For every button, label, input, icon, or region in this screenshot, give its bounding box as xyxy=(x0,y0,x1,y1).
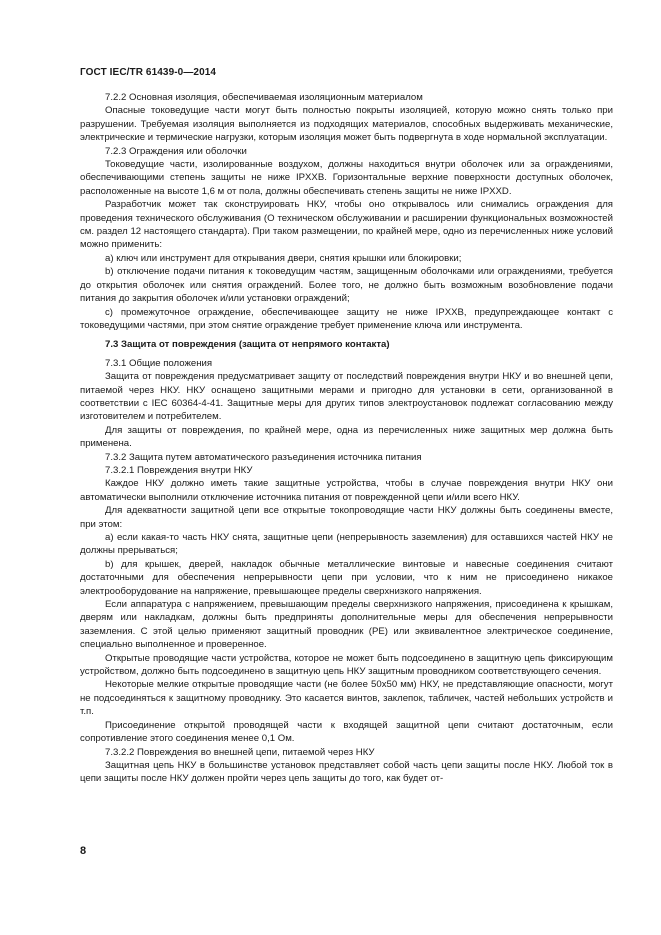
clause-heading-7-2-3: 7.2.3 Ограждения или оболочки xyxy=(105,145,247,157)
paragraph: Открытые проводящие части устройства, которое не может быть подсоединено в защитную цепь фиксирующим устройством, должно быть подсоединено в защитную цепь НКУ защитным проводником соответствующего сечения. xyxy=(80,652,613,678)
document-header: ГОСТ IEC/TR 61439-0—2014 xyxy=(80,67,217,78)
paragraph: Некоторые мелкие открытые проводящие части (не более 50x50 мм) НКУ, не представляющие опасности, могут не подсоединяться к защитному проводнику. Это касается винтов, заклепок, табличек, частей небольших устройств и т.п. xyxy=(80,679,613,718)
page-body xyxy=(80,91,613,786)
list-item-a: a) если какая-то часть НКУ снята, защитные цепи (непрерывность заземления) для оставшихся частей НКУ не должны прерываться; xyxy=(80,532,613,557)
paragraph: Для адекватности защитной цепи все открытые токопроводящие части НКУ должны быть соединены вместе, при этом: xyxy=(80,505,613,530)
paragraph: Для защиты от повреждения, по крайней мере, одна из перечисленных ниже защитных мер должна быть применена. xyxy=(80,424,613,450)
clause-heading-7-3-2-1: 7.3.2.1 Повреждения внутри НКУ xyxy=(105,464,253,476)
clause-heading-7-2-2: 7.2.2 Основная изоляция, обеспечиваемая изоляционным материалом xyxy=(105,92,423,103)
list-item-b: b) для крышек, дверей, накладок обычные металлические винтовые и навесные соединения считают достаточными для обеспечения непрерывности цепи при условии, что к ним не присоединено никакое электрооборудование на напряжение, превышающее пределы сверхнизкого напряжения. xyxy=(80,558,613,597)
list-item-c: c) промежуточное ограждение, обеспечивающее защиту не ниже IPXXB, предупреждающее контакт с токоведущими частями, при этом снятие ограждение требует применение ключа или инструмента. xyxy=(80,306,613,331)
clause-heading-7-3-2-2: 7.3.2.2 Повреждения во внешней цепи, питаемой через НКУ xyxy=(105,746,375,758)
clause-heading-7-3-2: 7.3.2 Защита путем автоматического разъединения источника питания xyxy=(105,451,422,463)
page-number: 8 xyxy=(80,845,87,857)
paragraph: Если аппаратура с напряжением, превышающим пределы сверхнизкого напряжения, присоединена к крышкам, дверям или накладкам, должны быть предприняты дополнительные меры для обеспечения непрерывности заземления. С этой целью применяют защитный проводник (PE) или эквивалентное электрическое соединение, специально выполненное и проверенное. xyxy=(80,599,613,651)
paragraph: Защита от повреждения предусматривает защиту от последствий повреждения внутри НКУ и во внешней цепи, питаемой через НКУ. НКУ оснащено защитными мерами и пригодно для установки в сети, организованной в соответствии с IEC 60364-4-41. Защитные меры для других типов электроустановок подлежат согласованию между изготовителем и потребителем. xyxy=(80,371,613,423)
clause-heading-7-3-1: 7.3.1 Общие положения xyxy=(105,357,213,369)
paragraph: Токоведущие части, изолированные воздухом, должны находиться внутри оболочек или за ограждениями, обеспечивающими степень защиты не ниже IPXXB. Горизонтальные верхние поверхности доступных оболочек, расположенные на высоте 1,6 м от пола, должны обеспечивать степень защиты не ниже IPXXD. xyxy=(80,159,613,197)
list-item-a: a) ключ или инструмент для открывания двери, снятия крышки или блокировки; xyxy=(105,252,462,264)
paragraph: Опасные токоведущие части могут быть полностью покрыты изоляцией, которую можно снять только при разрушении. Требуемая изоляция выполняется из подходящих материалов, способных выдерживать механические, электрические и термические нагрузки, которым изоляция может быть подвергнута в ходе нормальной эксплуатации. xyxy=(80,105,613,144)
section-heading-7-3: 7.3 Защита от повреждения (защита от непрямого контакта) xyxy=(105,339,390,351)
paragraph: Каждое НКУ должно иметь такие защитные устройства, чтобы в случае повреждения внутри НКУ они автоматически выполнили отключение источника питания от поврежденной цепи и/или всего НКУ. xyxy=(80,478,613,503)
paragraph: Защитная цепь НКУ в большинстве установок представляет собой часть цепи защиты после НКУ. Любой ток в цепи защиты после НКУ должен пройти через цепь защиты до того, как будет от- xyxy=(80,759,613,785)
paragraph: Присоединение открытой проводящей части к входящей защитной цепи считают достаточным, если сопротивление этого соединения менее 0,1 Ом. xyxy=(80,719,613,745)
paragraph: Разработчик может так сконструировать НКУ, чтобы оно открывалось или снимались ограждения для проведения технического обслуживания (О техническом обслуживании и расширении функциональных возможностей см. раздел 12 настоящего стандарта). При таком размещении, по крайней мере, одно из перечисленных ниже условий можно применить: xyxy=(80,199,613,251)
list-item-b: b) отключение подачи питания к токоведущим частям, защищенным оболочками или ограждениями, требуется до открытия оболочек или снятия ограждений. Более того, не должно быть возможным возобновление подачи питания до закрытия оболочек и/или установки ограждений; xyxy=(80,266,613,305)
